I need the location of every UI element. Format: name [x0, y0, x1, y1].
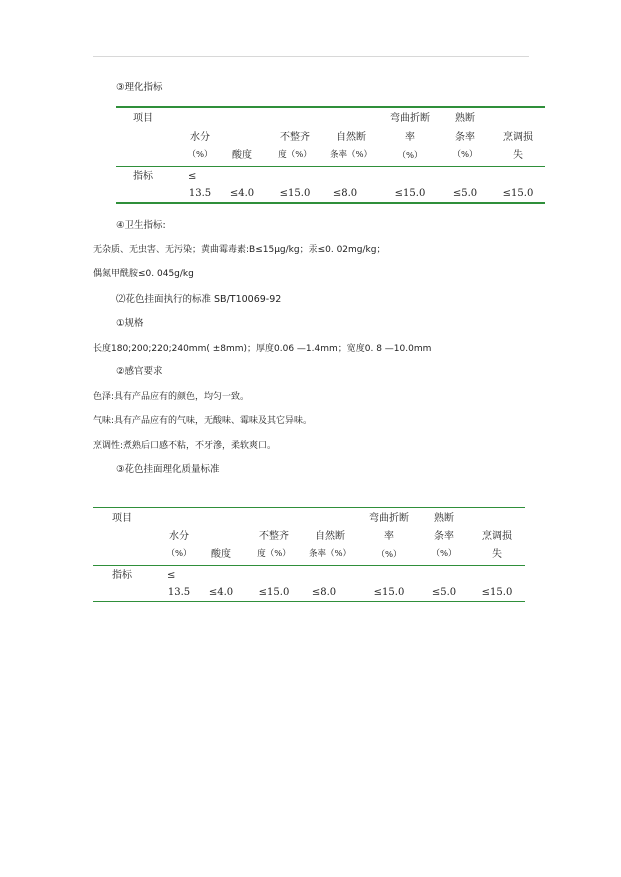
physicochemical-table — [116, 106, 545, 206]
header-uneven: 不整齐 — [259, 531, 289, 542]
row-moisture-symbol: ≤ — [167, 570, 176, 581]
row-cook-loss: ≤15.0 — [502, 188, 534, 199]
row-label: 指标 — [112, 570, 132, 581]
row-moisture-symbol: ≤ — [188, 171, 197, 182]
row-bend: ≤15.0 — [373, 587, 405, 598]
table-top-rule — [116, 106, 545, 108]
header-item: 项目 — [112, 513, 132, 524]
header-cooked: 熟断 — [455, 113, 475, 124]
table-bottom-rule — [116, 202, 545, 204]
header-cooked: 熟断 — [434, 513, 454, 524]
page-top-rule — [93, 56, 529, 57]
header-bend: 弯曲折断 — [390, 113, 430, 124]
header-bend-l2: 率 — [384, 531, 394, 542]
row-uneven: ≤15.0 — [258, 587, 290, 598]
header-cooked-unit: （%） — [431, 549, 457, 559]
header-bend: 弯曲折断 — [369, 513, 409, 524]
section-3-title: ③理化指标 — [116, 82, 163, 93]
header-cook-loss: 烹调损 — [482, 531, 512, 542]
header-moisture-unit: （%） — [166, 549, 192, 559]
row-bend: ≤15.0 — [394, 188, 426, 199]
table-top-rule — [93, 507, 525, 508]
row-uneven: ≤15.0 — [279, 188, 311, 199]
header-cook-loss-l2: 失 — [492, 549, 502, 560]
table-bottom-rule — [93, 601, 525, 602]
header-uneven-unit: 度（%） — [278, 150, 312, 160]
table-header-rule — [93, 565, 525, 566]
row-acidity: ≤4.0 — [229, 188, 255, 199]
row-moisture: 13.5 — [188, 188, 212, 199]
header-moisture: 水分 — [190, 132, 210, 143]
header-acidity: 酸度 — [211, 549, 231, 560]
quality-table — [93, 507, 525, 603]
row-natural-break: ≤8.0 — [332, 188, 358, 199]
row-cooked: ≤5.0 — [431, 587, 457, 598]
sensory-title: ②感官要求 — [116, 366, 163, 377]
row-acidity: ≤4.0 — [208, 587, 234, 598]
header-cooked-l2: 条率 — [434, 531, 454, 542]
header-acidity: 酸度 — [232, 150, 252, 161]
table-header-rule — [116, 166, 545, 167]
smell-line: 气味:具有产品应有的气味，无酸味、霉味及其它异味。 — [93, 416, 313, 426]
header-bend-unit: （%） — [397, 151, 423, 161]
row-label: 指标 — [133, 171, 153, 182]
header-item: 项目 — [133, 113, 153, 124]
header-cooked-l2: 条率 — [455, 132, 475, 143]
header-uneven: 不整齐 — [280, 132, 310, 143]
header-bend-unit: （%） — [376, 550, 402, 560]
row-cook-loss: ≤15.0 — [481, 587, 513, 598]
row-cooked: ≤5.0 — [452, 188, 478, 199]
header-cook-loss: 烹调损 — [503, 132, 533, 143]
header-natural-break-unit: 条率（%） — [329, 150, 373, 160]
row-natural-break: ≤8.0 — [311, 587, 337, 598]
cooking-line: 烹调性:煮熟后口感不粘，不牙滲，柔软爽口。 — [93, 441, 277, 451]
header-moisture: 水分 — [169, 531, 189, 542]
spec-title: ①规格 — [116, 318, 144, 329]
part-2-title: ⑵花色挂面执行的标准 SB/T10069-92 — [116, 294, 282, 305]
row-moisture: 13.5 — [167, 587, 191, 598]
header-cook-loss-l2: 失 — [513, 150, 523, 161]
header-natural-break: 自然断 — [336, 132, 366, 143]
quality-title: ③花色挂面理化质量标准 — [116, 464, 220, 475]
header-uneven-unit: 度（%） — [257, 549, 291, 559]
header-natural-break: 自然断 — [315, 531, 345, 542]
hygiene-line-2: 偶氮甲酰胺≤0. 045g/kg — [93, 269, 194, 279]
header-natural-break-unit: 条率（%） — [308, 549, 352, 559]
section-4-title: ④卫生指标: — [116, 220, 166, 231]
header-cooked-unit: （%） — [452, 150, 478, 160]
color-line: 色泽:具有产品应有的颜色，均匀一致。 — [93, 392, 250, 402]
spec-line: 长度180;200;220;240mm( ±8mm)；厚度0.06 —1.4mm；宽度0. 8 —10.0mm — [93, 344, 432, 354]
header-bend-l2: 率 — [405, 132, 415, 143]
header-moisture-unit: （%） — [187, 150, 213, 160]
hygiene-line-1: 无杂质、无虫害、无污染；黄曲霉毒素:B≤15μg/kg；汞≤0. 02mg/kg； — [93, 245, 386, 255]
